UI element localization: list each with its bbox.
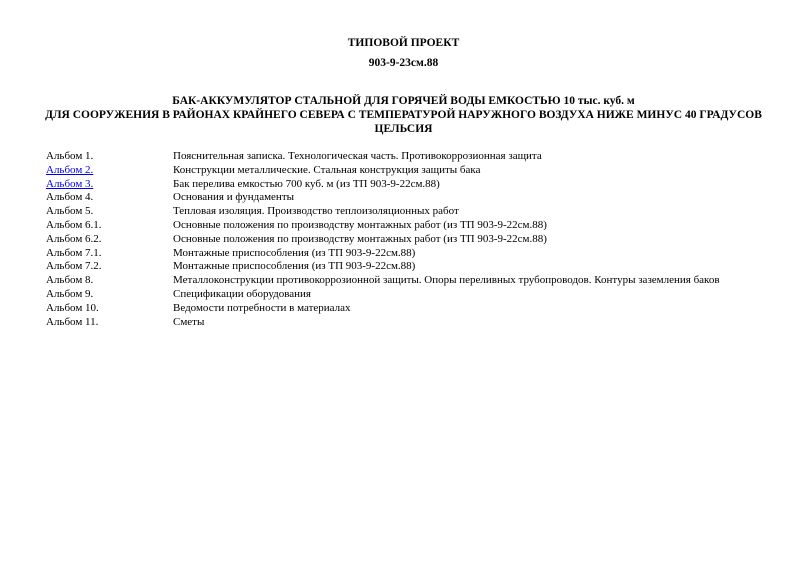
album-number: Альбом 1. <box>46 150 94 162</box>
project-title-line-3: ЦЕЛЬСИЯ <box>374 123 433 135</box>
album-number: Альбом 9. <box>46 287 94 300</box>
album-number: Альбом 4. <box>46 191 94 204</box>
album-title: Спецификации оборудования <box>173 287 311 300</box>
project-title-line-2: ДЛЯ СООРУЖЕНИЯ В РАЙОНАХ КРАЙНЕГО СЕВЕРА С ТЕМПЕРАТУРОЙ НАРУЖНОГО ВОЗДУХА НИЖЕ МИНУС 40 ГРАДУСОВ <box>45 109 762 121</box>
album-row <box>46 233 786 247</box>
album-row <box>46 150 786 164</box>
album-title: Основные положения по производству монтажных работ (из ТП 903-9-22см.88) <box>173 218 547 231</box>
album-number-link[interactable]: Альбом 2. <box>46 163 94 176</box>
album-title: Монтажные приспособления (из ТП 903-9-22см.88) <box>173 246 416 259</box>
album-row <box>46 191 786 205</box>
album-title: Металлоконструкции противокоррозионной защиты. Опоры переливных трубопроводов. Контуры заземления баков <box>173 274 720 287</box>
album-row <box>46 178 786 192</box>
project-title-line-1: БАК-АККУМУЛЯТОР СТАЛЬНОЙ ДЛЯ ГОРЯЧЕЙ ВОДЫ ЕМКОСТЬЮ 10 тыс. куб. м <box>172 95 635 107</box>
album-number: Альбом 7.2. <box>46 260 102 273</box>
album-title: Сметы <box>173 315 205 328</box>
album-row <box>46 164 786 178</box>
album-number: Альбом 7.1. <box>46 246 102 259</box>
album-title: Пояснительная записка. Технологическая часть. Противокоррозионная защита <box>173 150 542 162</box>
album-number: Альбом 6.2. <box>46 232 102 245</box>
album-row <box>46 260 786 274</box>
album-row <box>46 205 786 219</box>
album-row <box>46 247 786 261</box>
album-title: Монтажные приспособления (из ТП 903-9-22см.88) <box>173 260 416 273</box>
project-number: 903-9-23см.88 <box>368 57 439 69</box>
album-list <box>46 150 786 329</box>
album-title: Тепловая изоляция. Производство теплоизоляционных работ <box>173 205 459 218</box>
album-title: Ведомости потребности в материалах <box>173 301 351 314</box>
album-row <box>46 288 786 302</box>
album-number: Альбом 11. <box>46 315 99 328</box>
album-number-link[interactable]: Альбом 3. <box>46 177 94 190</box>
album-title: Бак перелива емкостью 700 куб. м (из ТП 903-9-22см.88) <box>173 177 440 190</box>
album-number: Альбом 5. <box>46 205 94 218</box>
album-row <box>46 274 786 288</box>
album-title: Основания и фундаменты <box>173 191 295 204</box>
album-title: Конструкции металлические. Стальная конструкция защиты бака <box>173 163 481 176</box>
album-number: Альбом 8. <box>46 274 94 287</box>
album-row <box>46 302 786 316</box>
album-number: Альбом 6.1. <box>46 218 102 231</box>
project-type-heading: ТИПОВОЙ ПРОЕКТ <box>347 37 460 49</box>
album-row <box>46 219 786 233</box>
album-title: Основные положения по производству монтажных работ (из ТП 903-9-22см.88) <box>173 232 547 245</box>
album-row <box>46 316 786 330</box>
album-number: Альбом 10. <box>46 301 99 314</box>
